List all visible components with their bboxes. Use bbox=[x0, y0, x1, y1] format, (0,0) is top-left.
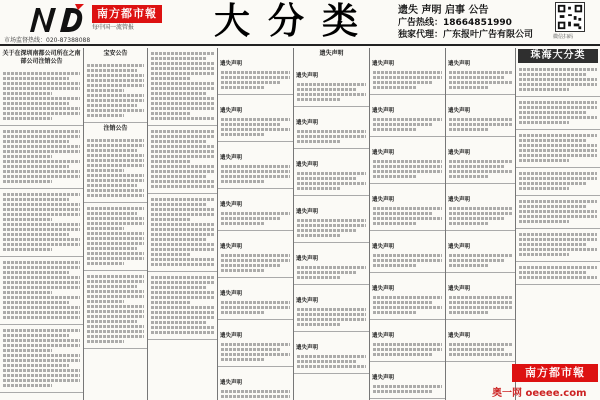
column-1 bbox=[0, 48, 84, 400]
lost-notice bbox=[370, 273, 445, 320]
lost-notice bbox=[294, 285, 369, 332]
qr-code-icon[interactable] bbox=[555, 2, 585, 32]
lost-tag: 遗失声明 bbox=[448, 150, 471, 156]
column-2-heading: 宝安公告 bbox=[103, 50, 128, 57]
column-1-heading: 关于在深圳南都公司所在之南部公司注销公告 bbox=[2, 50, 81, 65]
lost-tag: 遗失声明 bbox=[448, 333, 471, 339]
lost-notice bbox=[218, 95, 293, 142]
lost-notice bbox=[218, 367, 293, 400]
notice-block bbox=[0, 189, 83, 257]
ad-types: 遗失 声明 启事 公告 bbox=[398, 5, 489, 16]
page-title: 大分类 bbox=[214, 1, 377, 42]
lost-notice bbox=[370, 184, 445, 231]
lost-tag: 遗失声明 bbox=[448, 108, 471, 114]
lost-notice bbox=[294, 149, 369, 196]
notice-block bbox=[148, 48, 217, 126]
paper-slogan: 每中国一流管报 bbox=[92, 24, 135, 31]
lost-notice bbox=[294, 196, 369, 243]
lost-tag: 遗失声明 bbox=[372, 197, 395, 203]
column-2-subheading: 注销公告 bbox=[103, 125, 128, 132]
lost-notice bbox=[294, 60, 369, 107]
lost-tag: 遗失声明 bbox=[220, 380, 243, 386]
lost-tag: 遗失声明 bbox=[372, 375, 395, 381]
masthead bbox=[0, 0, 600, 46]
lost-tag: 遗失声明 bbox=[220, 61, 243, 67]
lost-notice bbox=[446, 95, 515, 137]
supervision-hotline: 市场监督热线：020-87388088 bbox=[4, 37, 91, 44]
lost-tag: 遗失声明 bbox=[372, 108, 395, 114]
lost-tag: 遗失声明 bbox=[372, 150, 395, 156]
notice-block bbox=[0, 68, 83, 126]
lost-tag: 遗失声明 bbox=[296, 298, 319, 304]
notice-block bbox=[516, 196, 600, 229]
qr-caption: 微信扫码 bbox=[553, 34, 574, 40]
lost-tag: 遗失声明 bbox=[220, 333, 243, 339]
lost-notice bbox=[446, 184, 515, 231]
notice-block bbox=[84, 60, 147, 123]
lost-tag: 遗失声明 bbox=[372, 333, 395, 339]
lost-notice bbox=[370, 320, 445, 362]
lost-tag: 遗失声明 bbox=[296, 120, 319, 126]
notice-block bbox=[516, 229, 600, 262]
lost-tag: 遗失声明 bbox=[372, 286, 395, 292]
lost-notice bbox=[370, 362, 445, 399]
notice-block bbox=[516, 97, 600, 130]
lost-tag: 遗失声明 bbox=[296, 73, 319, 79]
lost-notice bbox=[218, 278, 293, 320]
column-5-heading: 遗失声明 bbox=[319, 50, 344, 57]
notice-block bbox=[516, 168, 600, 196]
lost-notice bbox=[294, 107, 369, 149]
lost-notice bbox=[370, 95, 445, 137]
notice-block bbox=[148, 126, 217, 194]
lost-notice bbox=[294, 243, 369, 285]
lost-notice bbox=[218, 48, 293, 95]
column-6 bbox=[370, 48, 446, 400]
lost-notice bbox=[370, 137, 445, 184]
lost-notice bbox=[218, 320, 293, 367]
lost-notice bbox=[446, 48, 515, 95]
lost-notice bbox=[370, 48, 445, 95]
lost-tag: 遗失声明 bbox=[220, 202, 243, 208]
lost-tag: 遗失声明 bbox=[220, 291, 243, 297]
notice-block bbox=[0, 325, 83, 393]
notice-block bbox=[148, 272, 217, 340]
notice-block bbox=[516, 64, 600, 97]
lost-tag: 遗失声明 bbox=[448, 244, 471, 250]
column-zhuhai bbox=[516, 48, 600, 400]
lost-notice bbox=[446, 231, 515, 273]
ad-hotline: 广告热线：18664851990 bbox=[398, 18, 512, 28]
footer-paper-logo: 南方都市報 bbox=[512, 364, 598, 382]
lost-tag: 遗失声明 bbox=[448, 286, 471, 292]
lost-tag: 遗失声明 bbox=[296, 256, 319, 262]
lost-tag: 遗失声明 bbox=[296, 209, 319, 215]
lost-notice bbox=[218, 189, 293, 231]
notice-block bbox=[148, 194, 217, 272]
notice-block bbox=[516, 262, 600, 285]
lost-tag: 遗失声明 bbox=[296, 345, 319, 351]
notice-block bbox=[0, 257, 83, 325]
lost-notice bbox=[218, 231, 293, 278]
lost-notice bbox=[446, 137, 515, 184]
ad-agent: 独家代理：广东报叶广告有限公司 bbox=[398, 30, 534, 40]
lost-notice bbox=[446, 320, 515, 362]
lost-tag: 遗失声明 bbox=[220, 244, 243, 250]
lost-notice bbox=[370, 231, 445, 273]
lost-notice bbox=[218, 142, 293, 189]
lost-tag: 遗失声明 bbox=[372, 244, 395, 250]
lost-tag: 遗失声明 bbox=[448, 197, 471, 203]
notice-block bbox=[516, 130, 600, 168]
zhuhai-heading: 珠海大分类 bbox=[518, 49, 598, 63]
site-watermark: 奥一网 oeeee.com bbox=[492, 388, 587, 399]
paper-name-logo: 南方都市報 bbox=[92, 5, 162, 23]
notice-block bbox=[84, 203, 147, 271]
nd-logo-icon bbox=[26, 2, 86, 36]
lost-tag: 遗失声明 bbox=[220, 108, 243, 114]
column-2 bbox=[84, 48, 148, 400]
column-3 bbox=[148, 48, 218, 400]
lost-tag: 遗失声明 bbox=[220, 155, 243, 161]
column-4 bbox=[218, 48, 294, 400]
lost-tag: 遗失声明 bbox=[296, 162, 319, 168]
lost-tag: 遗失声明 bbox=[448, 61, 471, 67]
column-5 bbox=[294, 48, 370, 400]
lost-notice bbox=[294, 332, 369, 374]
notice-block bbox=[84, 135, 147, 203]
notice-block bbox=[0, 126, 83, 189]
lost-tag: 遗失声明 bbox=[372, 61, 395, 67]
ad-info bbox=[398, 4, 548, 41]
column-7 bbox=[446, 48, 516, 400]
notice-block bbox=[84, 271, 147, 349]
lost-notice bbox=[446, 273, 515, 320]
